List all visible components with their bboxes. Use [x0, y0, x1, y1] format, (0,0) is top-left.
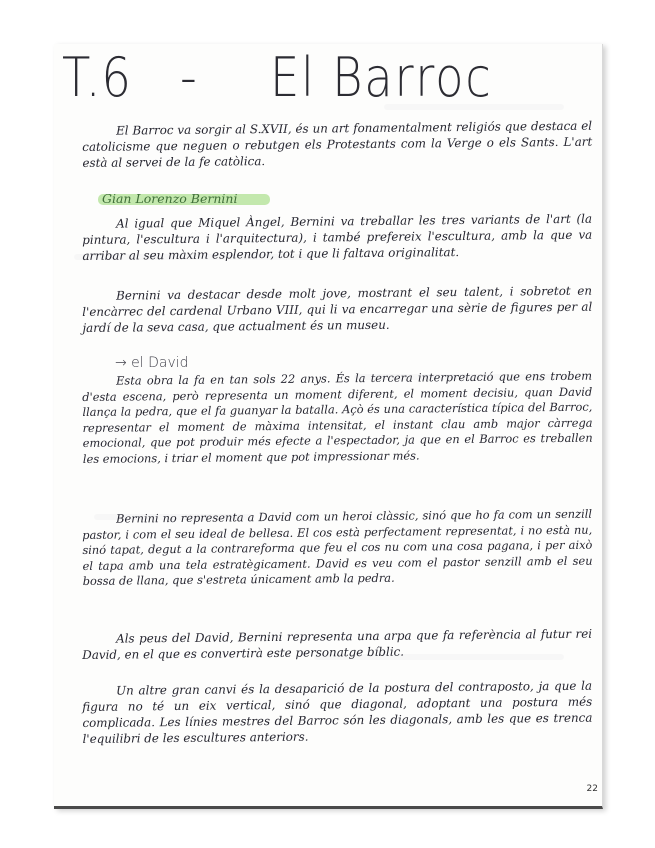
paragraph-bernini-youth: Bernini va destacar desde molt jove, mostrant el seu talent, i sobretot en l'encàrrec del cardenal Urbano VIII, qui li va encarregar una sèrie de figures per al jardí de la seva casa, que actualment és un museu. — [82, 283, 593, 335]
subheading-david: → el David — [115, 355, 189, 371]
paragraph-david-pastor: Bernini no representa a David com un heroi clàssic, sinó que ho fa com un senzill pastor, i com el seu ideal de bellesa. El cos està perfectament representat, i no està nu, sinó tapat, degut a la contrareforma que feu el cos nu com una cosa pagana, i per això el tapa amb una tela estratègicament. David es veu com el pastor senzill amb el seu bossa de llana, que s'estreta únicament amb la pedra. — [82, 506, 593, 589]
paragraph-david-moment: Esta obra la fa en tan sols 22 anys. És la tercera interpretació que ens trobem d'esta escena, però representa un moment diferent, el moment decisiu, quan David llança la pedra, que el fa guanyar la batalla. Açò és una característica típica del Barroc, representar el moment de màxima intensitat, el instant clau amb major càrrega emocional, que pot produir més efecte a l'espectador, ja que en el Barroc es treballen les emocions, i triar el moment que pot impressionar més. — [82, 368, 593, 466]
title-text: El Barroc — [270, 46, 493, 109]
title-number: T.6 — [62, 46, 132, 109]
paragraph-david-contrapposto: Un altre gran canvi és la desaparició de la postura del contraposto, ja que la figura no té un eix vertical, sinó que diagonal, adoptant una postura més complicada. Les línies mestres del Barroc són les diagonals, amb les que es trenca l'equilibri de les escultures anteriors. — [82, 678, 593, 746]
paragraph-bernini-arts: Al igual que Miquel Àngel, Bernini va treballar les tres variants de l'art (la pintura, l'escultura i l'arquitectura), i també prefereix l'escultura, amb la que va arribar al seu màxim esplendor, tot i que li faltava originalitat. — [82, 211, 593, 263]
intro-paragraph: El Barroc va sorgir al S.XVII, és un art fonamentalment religiós que destaca el catolicisme que neguen o rebutgen els Protestants com la Verge o els Sants. L'art està al servei de la fe catòlica. — [82, 118, 593, 170]
paragraph-david-harp: Als peus del David, Bernini representa una arpa que fa referència al futur rei David, en el que es convertirà este personatge bíblic. — [82, 626, 593, 662]
section-heading — [102, 188, 237, 207]
page-number: 22 — [586, 784, 598, 794]
section-heading-text: Gian Lorenzo Bernini — [102, 191, 238, 206]
notebook-page — [54, 44, 603, 809]
page-title — [62, 46, 592, 126]
title-dash: - — [180, 46, 198, 109]
